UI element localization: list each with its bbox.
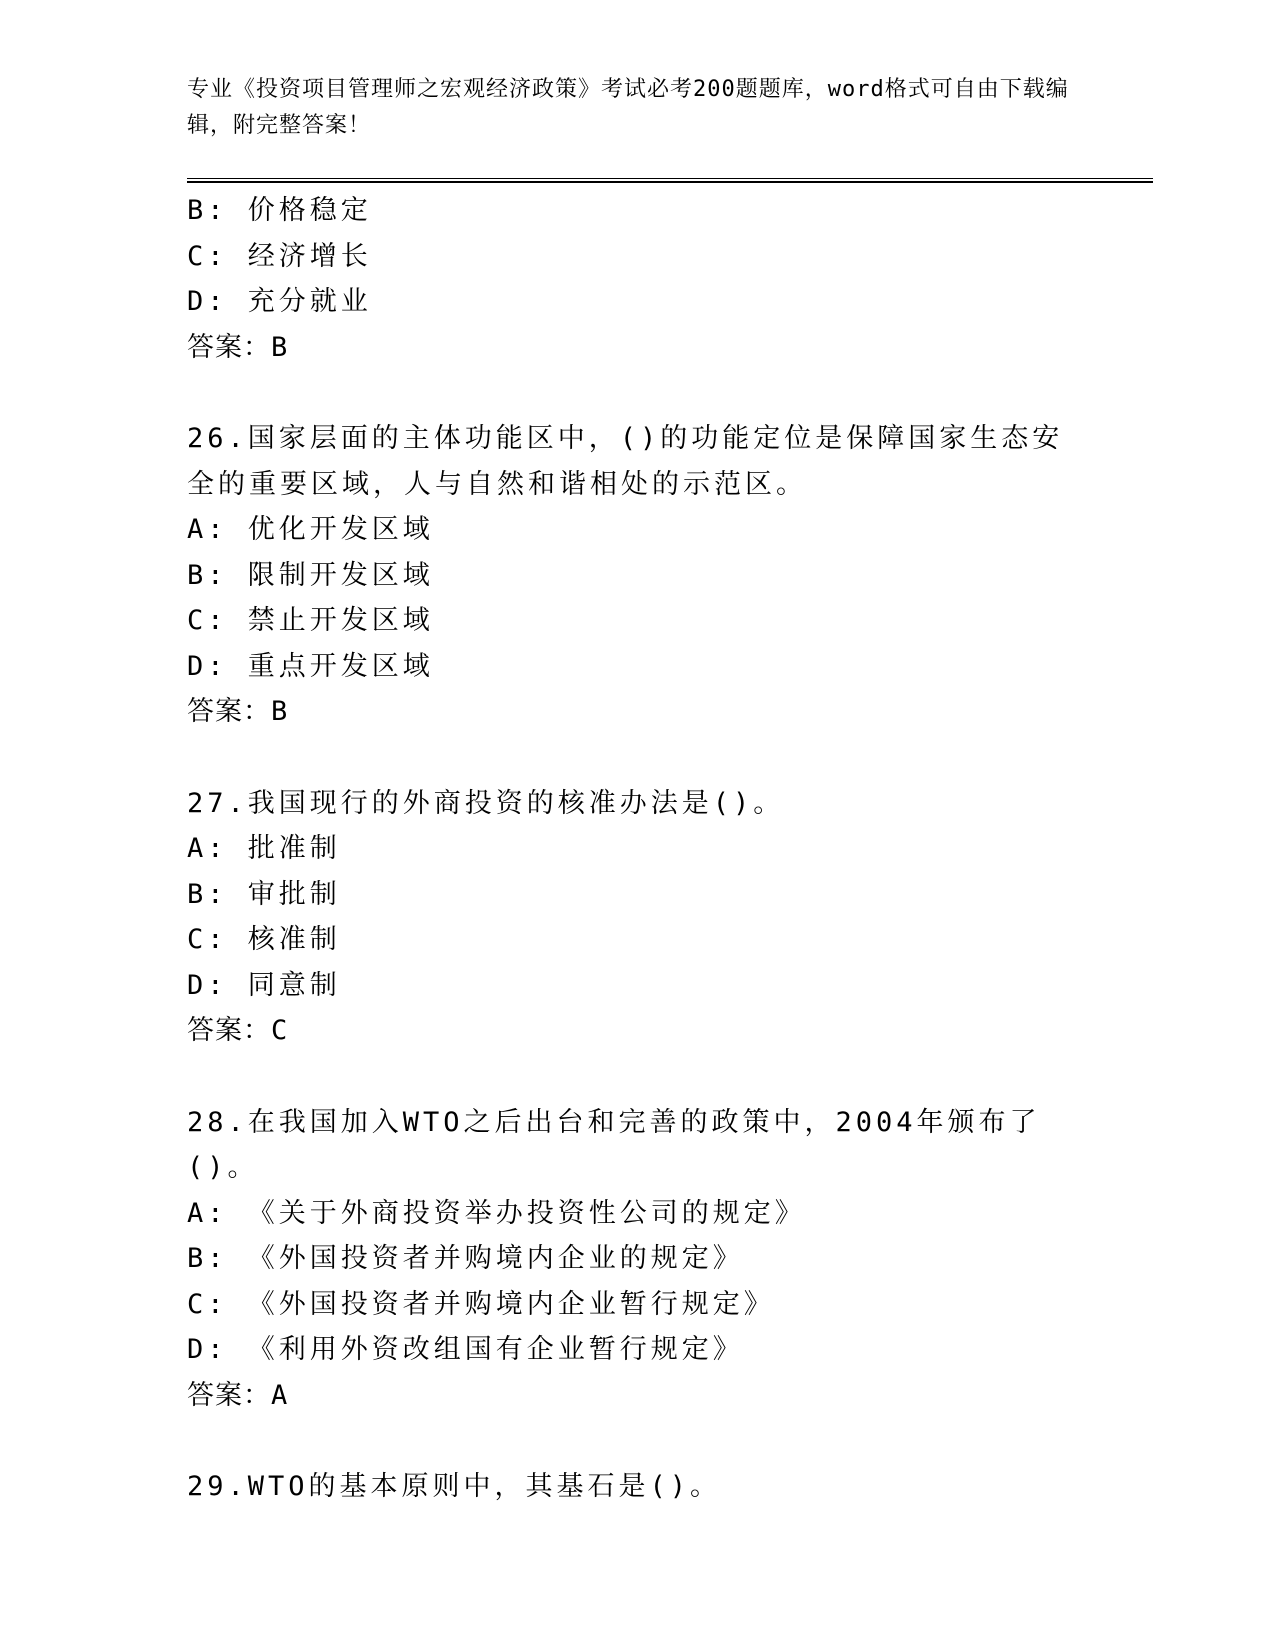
- option-d: D: 充分就业: [187, 286, 372, 317]
- option-d: D: 《利用外资改组国有企业暂行规定》: [187, 1334, 744, 1365]
- option-c: C: 禁止开发区域: [187, 605, 434, 636]
- option-b: B: 《外国投资者并购境内企业的规定》: [187, 1243, 744, 1274]
- question-stem: 29.WTO的基本原则中，其基石是()。: [187, 1471, 722, 1502]
- page-header: 专业《投资项目管理师之宏观经济政策》考试必考200题题库，word格式可自由下载编辑，附完整答案！: [187, 77, 1069, 138]
- question-25-tail: [187, 188, 1087, 370]
- option-a: A: 优化开发区域: [187, 514, 434, 545]
- option-c: C: 《外国投资者并购境内企业暂行规定》: [187, 1288, 775, 1320]
- question-stem: 27.我国现行的外商投资的核准办法是()。: [187, 787, 785, 819]
- option-b: B: 价格稳定: [187, 195, 372, 226]
- answer: 答案：B: [187, 331, 289, 363]
- question-29: [187, 1464, 1087, 1510]
- option-a: A: 批准制: [187, 833, 341, 864]
- question-stem: 26.国家层面的主体功能区中，()的功能定位是保障国家生态安全的重要区域，人与自然和谐相处的示范区。: [187, 423, 1064, 500]
- header-divider: [187, 178, 1153, 183]
- option-d: D: 重点开发区域: [187, 650, 434, 682]
- question-list: [187, 188, 1087, 1510]
- option-d: D: 同意制: [187, 969, 341, 1001]
- question-stem: 28.在我国加入WTO之后出台和完善的政策中，2004年颁布了()。: [187, 1106, 1041, 1183]
- answer: 答案：C: [187, 1015, 289, 1046]
- option-b: B: 限制开发区域: [187, 559, 434, 591]
- question-28: [187, 1100, 1087, 1419]
- question-27: [187, 781, 1087, 1054]
- option-b: B: 审批制: [187, 878, 341, 910]
- answer: 答案：B: [187, 696, 289, 727]
- option-c: C: 经济增长: [187, 240, 372, 272]
- option-c: C: 核准制: [187, 924, 341, 955]
- question-26: [187, 416, 1087, 735]
- answer: 答案：A: [187, 1379, 289, 1411]
- option-a: A: 《关于外商投资举办投资性公司的规定》: [187, 1197, 806, 1229]
